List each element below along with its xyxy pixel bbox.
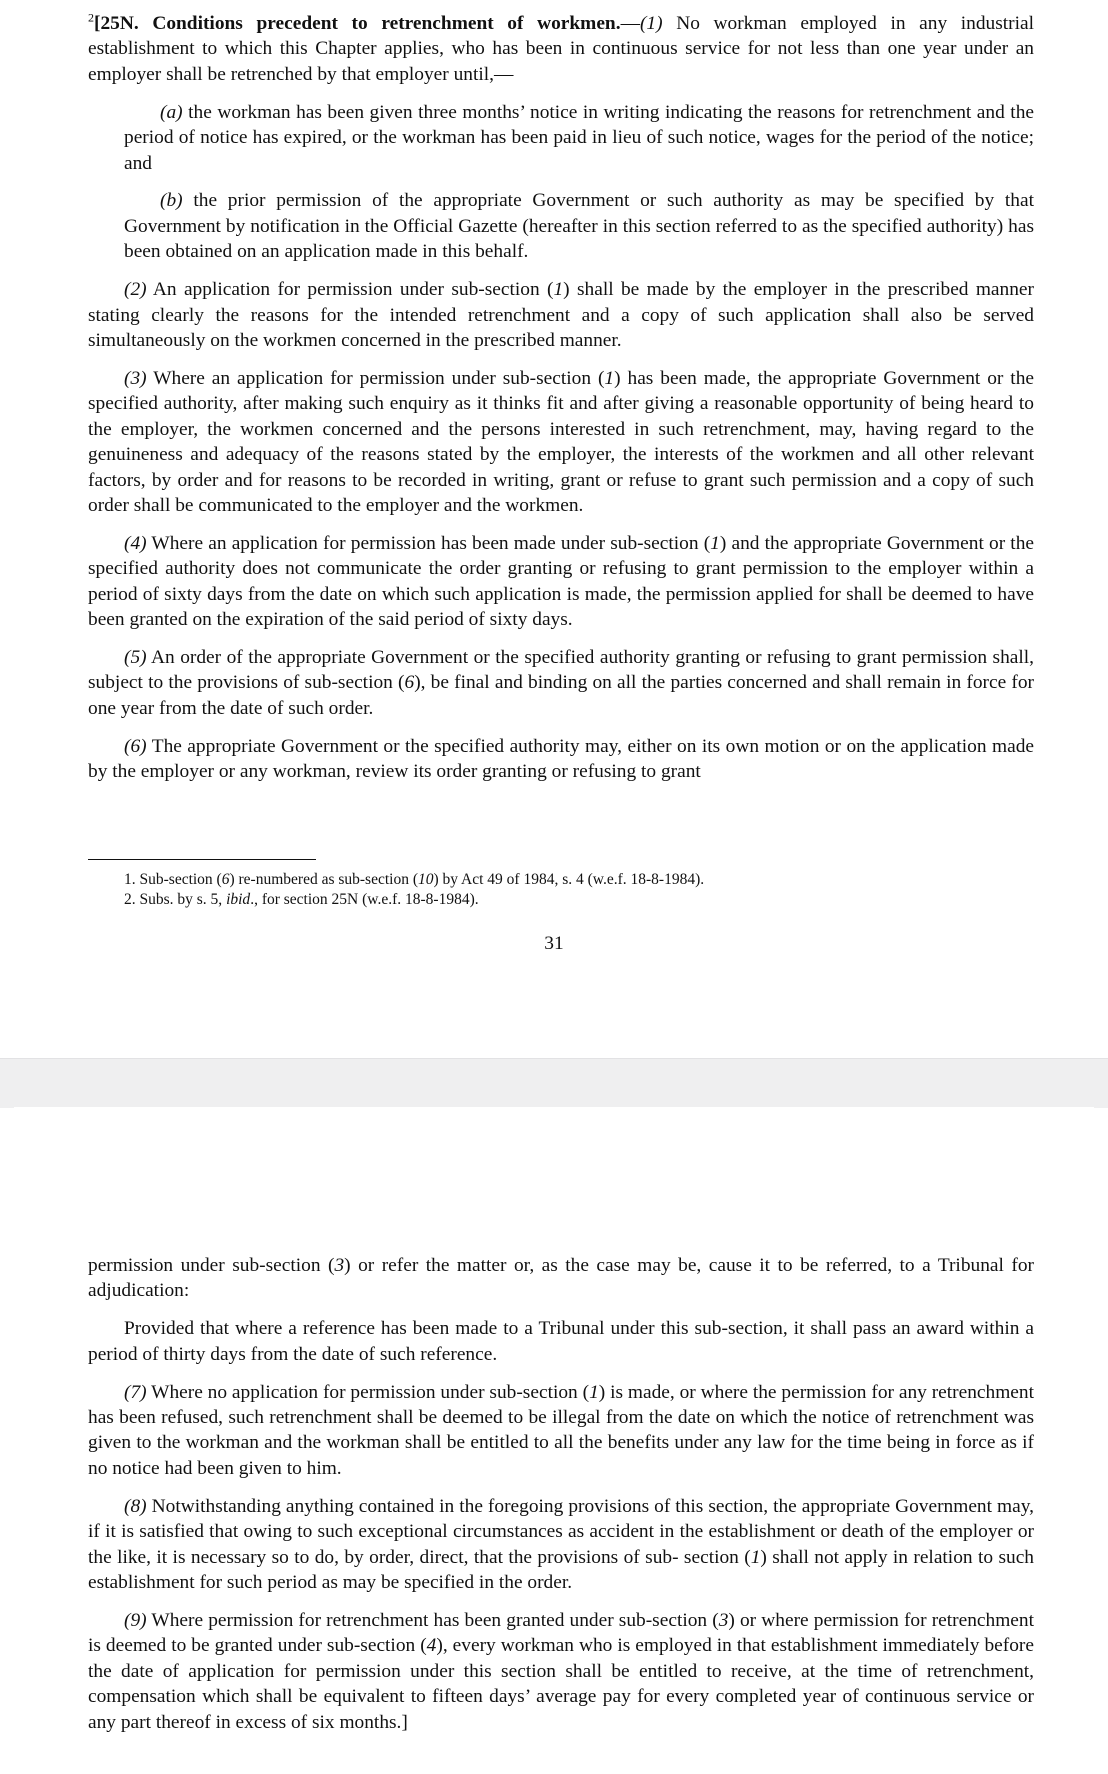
subsection-3: (3) Where an application for permission under sub-section (1) has been made, the appropriate Government or the specified authority, after making such enquiry as it thinks fit and after giving a reasonable opportunity of being heard to the employer, the workmen concerned and the persons interested in such retrenchment, may, having regard to the genuineness and adequacy of the reasons stated by the employer, the interests of the workmen and all other relevant factors, by order and for reasons to be recorded in writing, grant or refuse to grant such permission and a copy of such order shall be communicated to the employer and the workmen. [88, 367, 1035, 516]
page-body [88, 1253, 1034, 1747]
subsection-4: (4) Where an application for permission has been made under sub-section (1) and the appropriate Government or the specified authority does not communicate the order granting or refusing to grant permission to the employer within a period of sixty days from the date on which such application is made, the permission applied for shall be deemed to have been granted on the expiration of the said period of sixty days. [88, 532, 1034, 631]
document-page-32 [14, 1107, 1094, 1774]
clause-label: (b) [160, 190, 183, 212]
clause-b: (b) the prior permission of the appropriate Government or such authority as may be specified by that Government by notification in the Official Gazette (hereafter in this section referred to as the specified authority) has been obtained on an application made in this behalf. [124, 190, 1034, 263]
subsection-number: (7) [124, 1381, 147, 1403]
subsection-number: (1) [639, 13, 663, 34]
subsection-number: (9) [124, 1609, 147, 1631]
page-body [88, 11, 1034, 797]
proviso: Provided that where a reference has been made to a Tribunal under this sub-section, it shall pass an award within a period of thirty days from the date of such reference. [88, 1318, 1034, 1365]
subsection-number: (6) [124, 735, 147, 757]
subsection-6: (6) The appropriate Government or the specified authority may, either on its own motion or on the application made by the employer or any workman, review its order granting or refusing to grant [88, 735, 1034, 783]
subsection-number: (8) [124, 1495, 147, 1517]
subsection-number: (4) [124, 532, 147, 554]
document-page-31 [14, 0, 1094, 1058]
subsection-number: (2) [124, 279, 147, 301]
footnote-marker-2[interactable]: 2 [88, 10, 94, 25]
footnote-divider [88, 859, 316, 860]
subsection-6-continued: permission under sub-section (3) or refer the matter or, as the case may be, cause it to be referred, to a Tribunal for adjudication: [88, 1255, 1034, 1302]
subsection-5: (5) An order of the appropriate Government or the specified authority granting or refusing to grant permission shall, subject to the provisions of sub-section (6), be final and binding on all the parties concerned and shall remain in force for one year from the date of such order. [88, 646, 1034, 719]
clause-a: (a) the workman has been given three months’ notice in writing indicating the reasons for retrenchment and the period of notice has expired, or the workman has been paid in lieu of such notice, wages for the period of the notice; and [124, 101, 1034, 174]
subsection-number: (3) [124, 367, 147, 389]
footnote-1: 1. Sub-section (6) re-numbered as sub-section (10) by Act 49 of 1984, s. 4 (w.e.f. 18-8-1984). [124, 871, 705, 888]
page-separator [0, 1058, 1108, 1108]
subsection-number: (5) [124, 646, 147, 668]
subsection-7: (7) Where no application for permission under sub-section (1) is made, or where the permission for any retrenchment has been refused, such retrenchment shall be deemed to be illegal from the date on which the notice of retrenchment was given to the workman and the workman shall be entitled to all the benefits under any law for the time being in force as if no notice had been given to him. [88, 1381, 1034, 1479]
section-25n-intro: $^2$[25N. Conditions precedent to retrenchment of workmen.—(1) No workman employed in any industrial establishment to which this Chapter applies, who has been in continuous service for not less than one year under an employer shall be retrenched by that employer until,— [88, 10, 1034, 85]
footnote-2: 2. Subs. by s. 5, ibid., for section 25N (w.e.f. 18-8-1984). [124, 891, 479, 908]
subsection-8: (8) Notwithstanding anything contained in the foregoing provisions of this section, the appropriate Government may, if it is satisfied that owing to such exceptional circumstances as accident in the establishment or death of the employer or the like, it is necessary so to do, by order, direct, that the provisions of sub- section (1) shall not apply in relation to such establishment for such period as may be specified in the order. [88, 1495, 1034, 1593]
page-number: 31 [544, 933, 564, 954]
section-heading: [25N. Conditions precedent to retrenchment of workmen. [94, 13, 621, 34]
footnotes [88, 870, 1034, 910]
subsection-9: (9) Where permission for retrenchment has been granted under sub-section (3) or where permission for retrenchment is deemed to be granted under sub-section (4), every workman who is employed in that establishment immediately before the date of application for permission under this section shall be entitled to receive, at the time of retrenchment, compensation which shall be equivalent to fifteen days’ average pay for every completed year of continuous service or any part thereof in excess of six months.] [88, 1609, 1034, 1733]
clause-label: (a) [160, 101, 183, 123]
subsection-2: (2) An application for permission under sub-section (1) shall be made by the employer in the prescribed manner stating clearly the reasons for the intended retrenchment and a copy of such application shall also be served simultaneously on the workmen concerned in the prescribed manner. [88, 279, 1034, 351]
